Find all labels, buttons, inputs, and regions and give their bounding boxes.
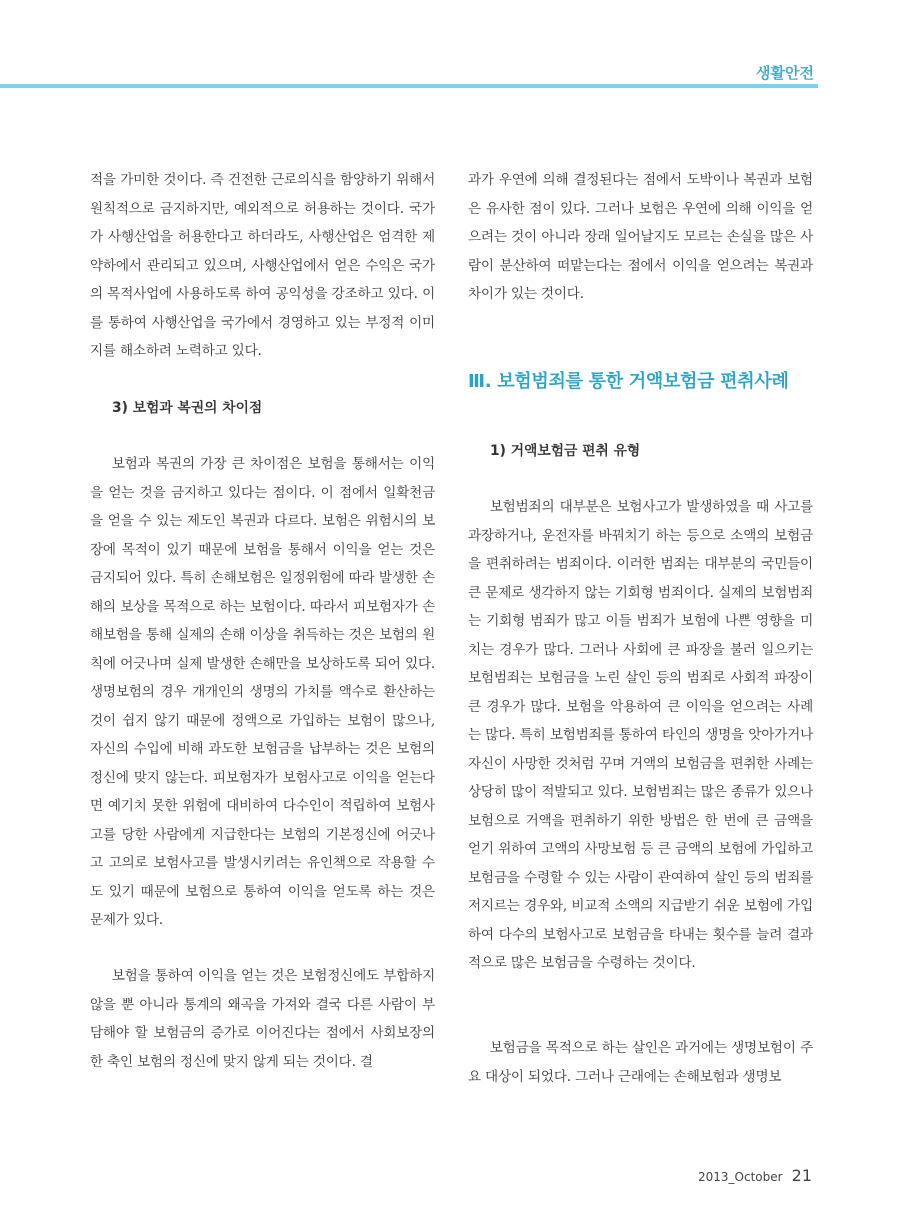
paragraph: 보험과 복권의 가장 큰 차이점은 보험을 통해서는 이익을 얻는 것을 금지하고 있다는 점이다. 이 점에서 일확천금을 얻을 수 있는 제도인 복권과 다르다. 보험은 위험시의 보장에 목적이 있기 때문에 보험을 통해서 이익을 얻는 것은 금지되어 있다. 특히 손해보험은 일정위험에 따라 발생한 손해의 보상을 목적으로 하는 보험이다. 따라서 피보험자가 손해보험을 통해 실제의 손해 이상을 취득하는 것은 보험의 원칙에 어긋나며 실제 발생한 손해만을 보상하도록 되어 있다. 생명보험의 경우 개개인의 생명의 가치를 액수로 환산하는 것이 쉽지 않기 때문에 정액으로 가입하는 보험이 많으나, 자신의 수입에 비해 과도한 보험금을 납부하는 것은 보험의 정신에 맞지 않는다. 피보험자가 보험사고로 이익을 얻는다면 예기치 못한 위험에 대비하여 다수인이 적립하여 보험사고를 당한 사람에게 지급한다는 보험의 기본정신에 어긋나고 고의로 보험사고를 발생시키려는 유인책으로 작용할 수도 있기 때문에 보험으로 통하여 이익을 얻도록 하는 것은 문제가 있다. — [90, 456, 435, 928]
paragraph: 보험금을 목적으로 하는 살인은 과거에는 생명보험이 주요 대상이 되었다. 그러나 근래에는 손해보험과 생명보 — [468, 1040, 813, 1085]
paragraph: 과가 우연에 의해 결정된다는 점에서 도박이나 복권과 보험은 유사한 점이 있다. 그러나 보험은 우연에 의해 이익을 얻으려는 것이 아니라 장래 일어날지도 모르는 손실을 많은 사람이 분산하여 떠맡는다는 점에서 이익을 얻으려는 복권과 차이가 있는 것이다. — [468, 172, 813, 302]
page-number: 21 — [791, 1166, 812, 1185]
paragraph: 보험범죄의 대부분은 보험사고가 발생하였을 때 사고를 과장하거나, 운전자를 바꿔치기 하는 등으로 소액의 보험금을 편취하려는 범죄이다. 이러한 범죄는 대부분의 국민들이 큰 문제로 생각하지 않는 기회형 범죄이다. 실제의 보험범죄는 기회형 범죄가 많고 이들 범죄가 보험에 나쁜 영향을 미치는 경우가 많다. 그러나 사회에 큰 파장을 불러 일으키는 보험범죄는 보험금을 노린 살인 등의 범죄로 사회적 파장이 큰 경우가 많다. 보험을 악용하여 큰 이익을 얻으려는 사례는 많다. 특히 보험범죄를 통하여 타인의 생명을 앗아가거나 자신이 사망한 것처럼 꾸며 거액의 보험금을 편취한 사례는 상당히 많이 적발되고 있다. 보험범죄는 많은 종류가 있으나 보험으로 거액을 편취하기 위한 방법은 한 번에 큰 금액을 얻기 위하여 고액의 사망보험 등 큰 금액의 보험에 가입하고 보험금을 수령할 수 있는 사람이 관여하여 살인 등의 범죄를 저지르는 경우와, 비교적 소액의 지급받기 쉬운 보험에 가입하여 다수의 보험사고로 보험금을 타내는 횟수를 늘려 결과적으로 많은 보험금을 수령하는 것이다. — [468, 499, 813, 971]
right-column — [468, 166, 813, 1091]
subsection-heading: 1) 거액보험금 편취 유형 — [490, 443, 641, 459]
page-footer — [698, 1166, 812, 1185]
subsection-heading: 3) 보험과 복권의 차이점 — [112, 400, 263, 416]
header-rule — [0, 84, 818, 88]
section-label: 생활안전 — [756, 64, 814, 82]
issue-date: 2013_October — [697, 1170, 783, 1184]
left-column — [90, 166, 435, 1076]
paragraph: 적을 가미한 것이다. 즉 건전한 근로의식을 함양하기 위해서 원칙적으로 금지하지만, 예외적으로 허용하는 것이다. 국가가 사행산업을 허용한다고 하더라도, 사행산업은 엄격한 제약하에서 관리되고 있으며, 사행산업에서 얻은 수익은 국가의 목적사업에 사용하도록 하여 공익성을 강조하고 있다. 이를 통하여 사행산업을 국가에서 경영하고 있는 부정적 이미지를 해소하려 노력하고 있다. — [90, 172, 435, 359]
paragraph: 보험을 통하여 이익을 얻는 것은 보험정신에도 부합하지 않을 뿐 아니라 통계의 왜곡을 가져와 결국 다른 사람이 부담해야 할 보험금의 증가로 이어진다는 점에서 사회보장의 한 축인 보험의 정신에 맞지 않게 되는 것이다. 결 — [90, 968, 435, 1070]
section-title: Ⅲ. 보험범죄를 통한 거액보험금 편취사례 — [468, 371, 789, 392]
